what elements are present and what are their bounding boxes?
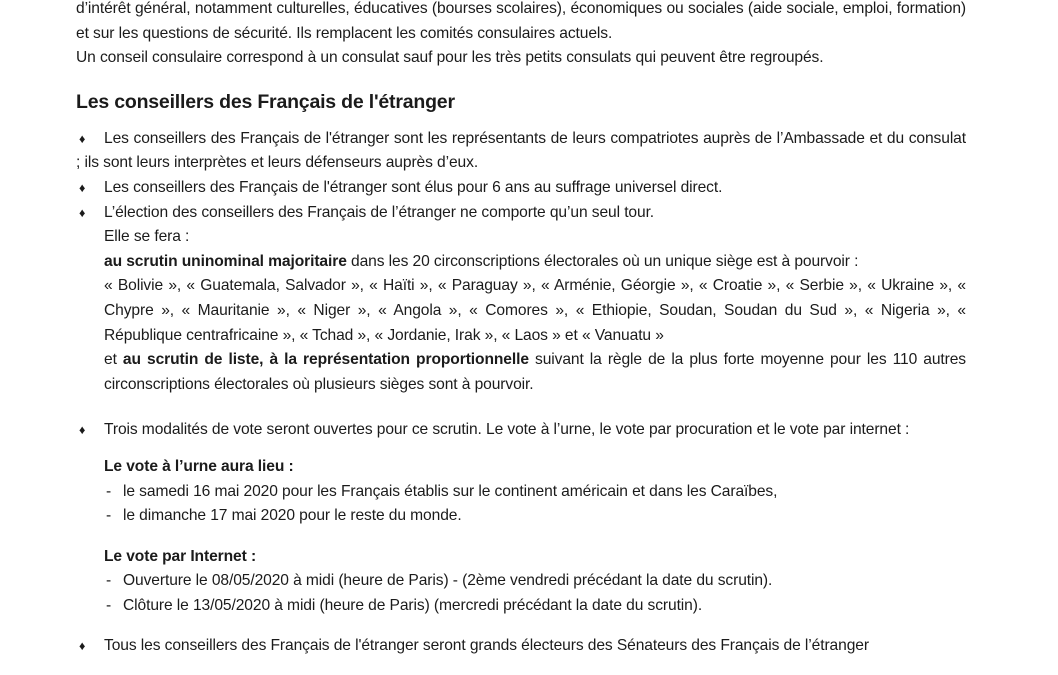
diamond-bullet-icon: ♦ [79, 423, 86, 438]
dash-item-ouverture [76, 569, 966, 594]
bullet-mandat [76, 176, 966, 201]
text-run: le samedi 16 mai 2020 pour les Français établis sur le continent américain et dans les Caraïbes, [123, 482, 778, 500]
text-run: dans les 20 circonscriptions électorales où un unique siège est à pourvoir : [346, 252, 859, 270]
text-run: Les conseillers des Français de l'étranger sont élus pour 6 ans au suffrage universel direct. [104, 178, 723, 196]
text-run: Trois modalités de vote seront ouvertes pour ce scrutin. Le vote à l’urne, le vote par procuration et le vote par internet : [104, 421, 910, 439]
text-run: Elle se fera : [104, 228, 190, 246]
line-scrutin-uninominal [104, 250, 966, 275]
bullet-modalites-vote [76, 418, 966, 443]
text-run: L’élection des conseillers des Français de l’étranger ne comporte qu’un seul tour. [104, 203, 655, 221]
bullet-election [76, 201, 966, 226]
text-run: « Bolivie », « Guatemala, Salvador », « Haïti », « Paraguay », « Arménie, Géorgie », « Croatie », « Serbie », « Ukraine », « Chypre », « Mauritanie », « Niger », « Angola », « Comores », « Ethiopie, Soudan, Soudan du Sud », « Nigeria », « République centrafricaine », « Tchad », « Jordanie, Irak », « Laos » et « Vanuatu » [104, 277, 966, 344]
text-run: Les conseillers des Français de l'étranger sont les représentants de leurs compatriotes auprès de l’Ambassade et du consulat ; ils sont leurs interprètes et leurs défenseurs auprès d’eux. [76, 129, 966, 172]
line-scrutin-de-liste [104, 348, 966, 397]
text-run: Le vote à l’urne aura lieu : [104, 457, 294, 475]
text-run: Clôture le 13/05/2020 à midi (heure de Paris) (mercredi précédant la date du scrutin). [123, 596, 703, 614]
label-vote-internet [104, 545, 966, 570]
text-run: Un conseil consulaire correspond à un consulat sauf pour les très petits consulats qui peuvent être regroupés. [76, 49, 824, 67]
line-elle-se-fera [104, 225, 966, 250]
intro-paragraph-1 [76, 0, 966, 46]
dash-item-17-mai [76, 504, 966, 529]
section-heading: Les conseillers des Français de l'étranger [76, 90, 455, 113]
intro-paragraph-2 [76, 46, 966, 71]
diamond-bullet-icon: ♦ [79, 205, 86, 220]
dash-icon: - [106, 507, 112, 525]
diamond-bullet-icon: ♦ [79, 180, 86, 195]
text-run: suivant la règle de la plus forte moyenne pour les 110 autres circonscriptions électorales où plusieurs sièges sont à pourvoir. [104, 351, 966, 393]
dash-item-16-mai [76, 480, 966, 505]
text-run: Ouverture le 08/05/2020 à midi (heure de Paris) - (2ème vendredi précédant la date du scrutin). [123, 572, 773, 590]
text-run: le dimanche 17 mai 2020 pour le reste du monde. [123, 507, 462, 525]
text-run: Le vote par Internet : [104, 547, 257, 565]
text-run: Tous les conseillers des Français de l'étranger seront grands électeurs des Sénateurs des Français de l’étranger [104, 637, 869, 655]
dash-item-cloture [76, 594, 966, 619]
text-run: et [104, 351, 123, 369]
bullet-grands-electeurs [76, 634, 966, 659]
text-run: au scrutin de liste, à la représentation proportionnelle [122, 351, 529, 369]
text-run: d’intérêt général, notamment culturelles, éducatives (bourses scolaires), économiques ou sociales (aide sociale, emploi, formation) et sur les questions de sécurité. Ils remplacent les comités consulaires actuels. [76, 0, 966, 42]
bullet-representants [76, 127, 966, 176]
dash-icon: - [106, 596, 112, 614]
diamond-bullet-icon: ♦ [79, 131, 86, 146]
diamond-bullet-icon: ♦ [79, 639, 86, 654]
dash-icon: - [106, 572, 112, 590]
line-circonscriptions-liste [104, 274, 966, 348]
text-run: au scrutin uninominal majoritaire [104, 252, 347, 270]
dash-icon: - [106, 482, 112, 500]
label-vote-urne [104, 455, 966, 480]
